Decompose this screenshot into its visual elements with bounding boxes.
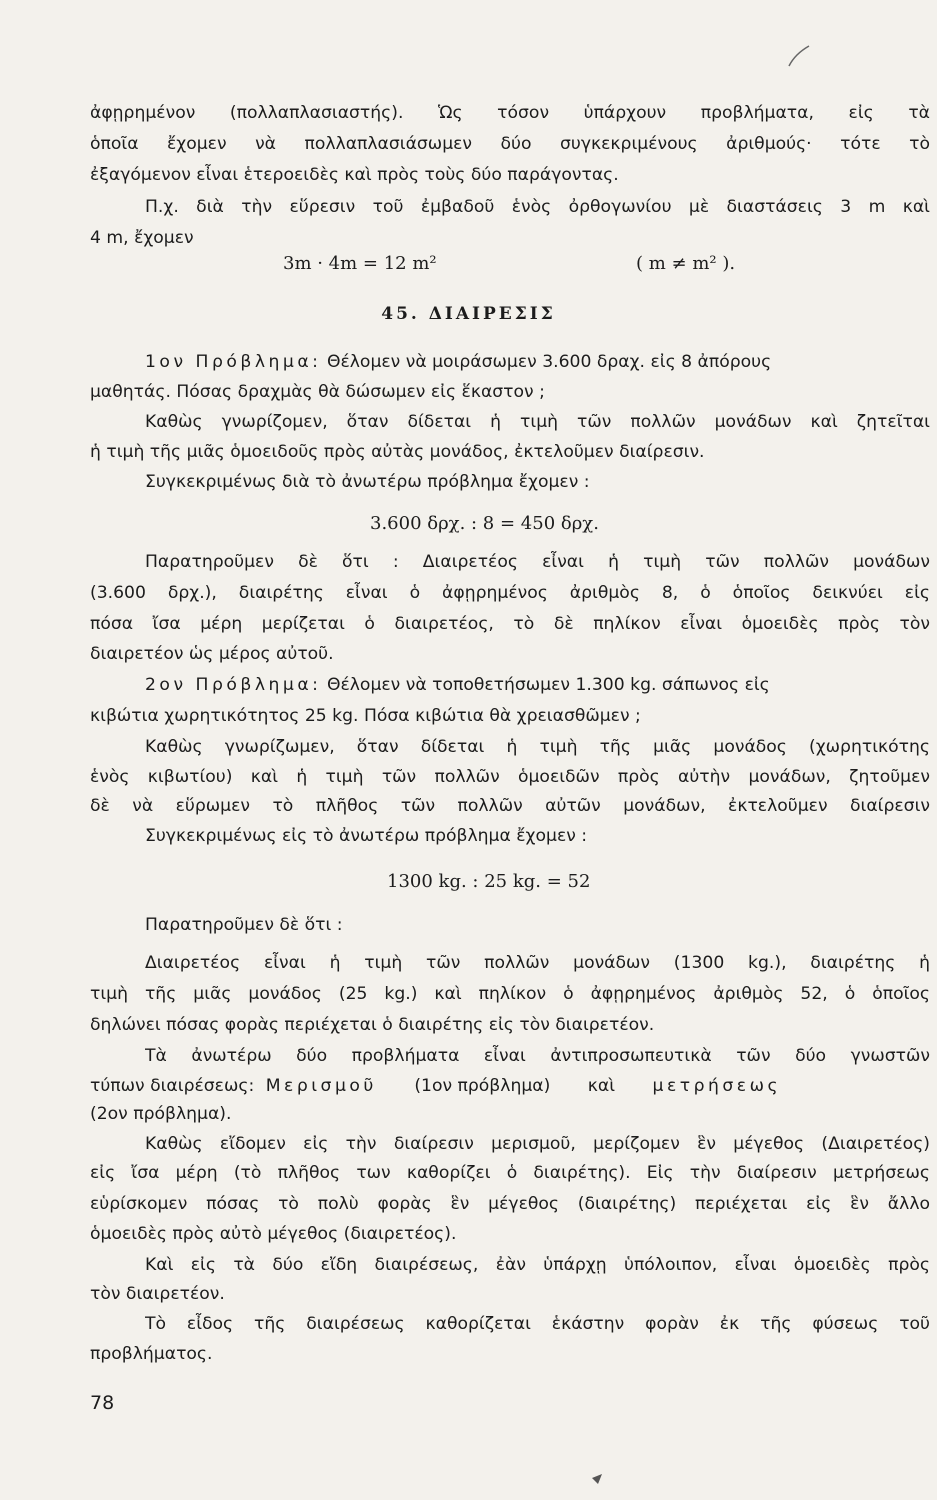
partition-term: Μερισμοῦ — [265, 1076, 377, 1096]
text-line: Π.χ. διὰ τὴν εὕρεσιν τοῦ ἐμβαδοῦ ἑνὸς ὀρθογωνίου μὲ διαστάσεις 3 m καὶ — [145, 197, 930, 217]
text-line: δὲ νὰ εὕρωμεν τὸ πλῆθος τῶν πολλῶν αὐτῶν μονάδων, ἐκτελοῦμεν διαίρεσιν — [90, 796, 930, 816]
text-line: ἡ τιμὴ τῆς μιᾶς ὁμοειδοῦς πρὸς αὐτὰς μονάδος, ἐκτελοῦμεν διαίρεσιν. — [90, 442, 705, 462]
text-line: Τὸ εἶδος τῆς διαιρέσεως καθορίζεται ἑκάστην φορὰν ἐκ τῆς φύσεως τοῦ — [145, 1314, 930, 1334]
text-line: 4 m, ἔχομεν — [90, 228, 194, 248]
measurement-term: μετρήσεως — [652, 1076, 782, 1096]
conjunction: καὶ — [587, 1076, 616, 1096]
ink-spot-icon — [588, 1468, 608, 1488]
text-line: δηλώνει πόσας φορὰς περιέχεται ὁ διαιρέτης εἰς τὸν διαιρετέον. — [90, 1015, 655, 1035]
text-line: Καὶ εἰς τὰ δύο εἴδη διαιρέσεως, ἐὰν ὑπάρχῃ ὑπόλοιπον, εἶναι ὁμοειδὲς πρὸς — [145, 1255, 930, 1275]
types-label: τύπων διαιρέσεως: — [90, 1076, 255, 1096]
text-line: ἀφῃρημένον (πολλαπλασιαστής). Ὡς τόσον ὑπάρχουν προβλήματα, εἰς τὰ — [90, 103, 930, 123]
text-line: (2ον πρόβλημα). — [90, 1104, 232, 1124]
text-line: (3.600 δρχ.), διαιρέτης εἶναι ὁ ἀφῃρημένος ἀριθμὸς 8, ὁ ὁποῖος δεικνύει εἰς — [90, 583, 930, 603]
text-line: τὸν διαιρετέον. — [90, 1284, 225, 1304]
problem-1-label: 1ον Πρόβλημα: — [145, 352, 322, 372]
text-line: Διαιρετέος εἶναι ἡ τιμὴ τῶν πολλῶν μονάδων (1300 kg.), διαιρέτης ἡ — [145, 953, 930, 973]
problem-1-line — [145, 349, 937, 375]
text-line: Τὰ ἀνωτέρω δύο προβλήματα εἶναι ἀντιπροσωπευτικὰ τῶν δύο γνωστῶν — [145, 1046, 930, 1066]
text-line: μαθητάς. Πόσας δραχμὰς θὰ δώσωμεν εἰς ἕκαστον ; — [90, 382, 545, 402]
problem-2-text: Θέλομεν νὰ τοποθετήσωμεν 1.300 kg. σάπωνος εἰς — [326, 675, 770, 695]
text-line: Συγκεκριμένως διὰ τὸ ἀνωτέρω πρόβλημα ἔχομεν : — [145, 472, 590, 492]
pencil-mark-icon — [785, 40, 815, 70]
text-line: τιμὴ τῆς μιᾶς μονάδος (25 kg.) καὶ πηλίκον ὁ ἀφῃρημένος ἀριθμὸς 52, ὁ ὁποῖος — [90, 984, 930, 1004]
text-line: Συγκεκριμένως εἰς τὸ ἀνωτέρω πρόβλημα ἔχομεν : — [145, 826, 588, 846]
text-line: ἑνὸς κιβωτίου) καὶ ἡ τιμὴ τῶν πολλῶν ὁμοειδῶν πρὸς αὐτὴν μονάδων, ζητοῦμεν — [90, 767, 930, 787]
text-line: Καθὼς εἴδομεν εἰς τὴν διαίρεσιν μερισμοῦ, μερίζομεν ἓν μέγεθος (Διαιρετέος) — [145, 1134, 930, 1154]
area-formula: 3m · 4m = 12 m² — [283, 253, 437, 274]
text-line: προβλήματος. — [90, 1344, 213, 1364]
text-line: ὁμοειδὲς πρὸς αὐτὸ μέγεθος (διαιρετέος). — [90, 1224, 457, 1244]
section-heading: 45. ΔΙΑΙΡΕΣΙΣ — [381, 304, 556, 324]
text-line: εὑρίσκομεν πόσας τὸ πολὺ φορὰς ἓν μέγεθος (διαιρέτης) περιέχεται εἰς ἓν ἄλλο — [90, 1194, 930, 1214]
text-line: διαιρετέον ὡς μέρος αὐτοῦ. — [90, 644, 334, 664]
problem-ref: (1ον πρόβλημα) — [414, 1076, 551, 1096]
division-formula-1: 3.600 δρχ. : 8 = 450 δρχ. — [370, 513, 599, 534]
division-formula-2: 1300 kg. : 25 kg. = 52 — [387, 871, 591, 892]
text-line: εἰς ἴσα μέρη (τὸ πλῆθος των καθορίζει ὁ διαιρέτης). Εἰς τὴν διαίρεσιν μετρήσεως — [90, 1163, 930, 1183]
text-line: Παρατηροῦμεν δὲ ὅτι : Διαιρετέος εἶναι ἡ τιμὴ τῶν πολλῶν μονάδων — [145, 552, 930, 572]
problem-2-line — [145, 672, 937, 698]
problem-1-text: Θέλομεν νὰ μοιράσωμεν 3.600 δραχ. εἰς 8 ἀπόρους — [326, 352, 772, 372]
problem-2-label: 2ον Πρόβλημα: — [145, 675, 322, 695]
text-line — [90, 1073, 930, 1099]
text-line: Παρατηροῦμεν δὲ ὅτι : — [145, 915, 343, 935]
text-line: Καθὼς γνωρίζομεν, ὅταν δίδεται ἡ τιμὴ τῶν πολλῶν μονάδων καὶ ζητεῖται — [145, 412, 930, 432]
text-line: ὁποῖα ἔχομεν νὰ πολλαπλασιάσωμεν δύο συγκεκριμένους ἀριθμούς· τότε τὸ — [90, 134, 930, 154]
page-number: 78 — [90, 1392, 115, 1414]
text-line: Καθὼς γνωρίζωμεν, ὅταν δίδεται ἡ τιμὴ τῆς μιᾶς μονάδος (χωρητικότης — [145, 737, 930, 757]
area-formula-note: ( m ≠ m² ). — [636, 253, 736, 274]
text-line: ἐξαγόμενον εἶναι ἑτεροειδὲς καὶ πρὸς τοὺς δύο παράγοντας. — [90, 165, 619, 185]
text-line: κιβώτια χωρητικότητος 25 kg. Πόσα κιβώτια θὰ χρειασθῶμεν ; — [90, 706, 641, 726]
text-line: πόσα ἴσα μέρη μερίζεται ὁ διαιρετέος, τὸ δὲ πηλίκον εἶναι ὁμοειδὲς πρὸς τὸν — [90, 614, 930, 634]
